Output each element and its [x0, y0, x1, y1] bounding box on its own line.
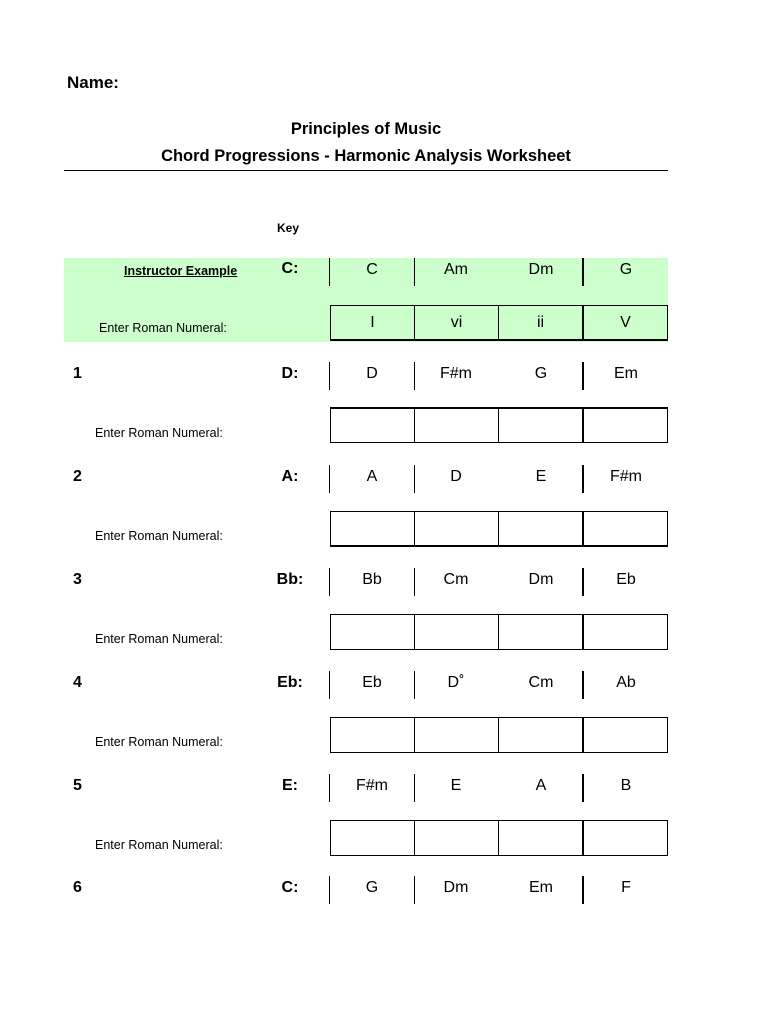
exercise-key: D:	[281, 365, 299, 382]
answer-row	[330, 614, 668, 650]
chord: F	[621, 879, 631, 896]
answer-input-cell[interactable]	[499, 615, 584, 649]
answer-input-cell[interactable]	[499, 718, 584, 752]
exercise-key: Eb:	[277, 674, 303, 691]
answer-input-cell[interactable]	[415, 409, 499, 442]
example-key: C:	[281, 260, 299, 277]
answer-input-cell[interactable]	[415, 512, 499, 545]
exercise-key: C:	[281, 879, 299, 896]
example-chord-4: G	[619, 261, 633, 278]
answer-input-cell[interactable]	[331, 615, 415, 649]
exercise-number: 4	[73, 674, 82, 691]
chord: A	[535, 777, 547, 794]
roman-numeral-label: Enter Roman Numeral:	[95, 632, 223, 646]
chord: E	[535, 468, 547, 485]
exercise-key: A:	[281, 468, 299, 485]
name-label: Name:	[67, 73, 119, 92]
roman-numeral-label: Enter Roman Numeral:	[95, 838, 223, 852]
chord: F#m	[440, 365, 472, 382]
worksheet-title: Chord Progressions - Harmonic Analysis Worksheet	[161, 147, 571, 165]
answer-input-cell[interactable]	[584, 718, 667, 752]
example-answer-4: V	[620, 313, 631, 331]
course-title: Principles of Music	[290, 120, 442, 138]
chord: Em	[614, 365, 638, 382]
example-chord-1: C	[366, 261, 378, 278]
chord: Bb	[362, 571, 382, 588]
chord: F#m	[356, 777, 388, 794]
exercise-number: 5	[73, 777, 82, 794]
chord: Eb	[362, 674, 382, 691]
example-answer-2: vi	[415, 306, 499, 339]
chord: G	[534, 365, 548, 382]
example-answer-1: I	[331, 306, 415, 339]
answer-input-cell[interactable]	[584, 409, 667, 442]
answer-row	[330, 511, 668, 547]
example-answer-row	[330, 305, 668, 341]
exercise-key: E:	[282, 777, 298, 794]
chord: Ab	[616, 674, 636, 691]
chord: D	[450, 468, 462, 485]
exercise-number: 3	[73, 571, 82, 588]
roman-numeral-label: Enter Roman Numeral:	[95, 735, 223, 749]
answer-input-cell[interactable]	[499, 512, 584, 545]
chord: D˚	[447, 674, 465, 691]
example-answer-3: ii	[499, 306, 584, 339]
answer-input-cell[interactable]	[415, 718, 499, 752]
roman-numeral-label: Enter Roman Numeral:	[95, 529, 223, 543]
chord: Dm	[443, 879, 469, 896]
chord: F#m	[610, 468, 642, 485]
chord: G	[365, 879, 379, 896]
answer-row	[330, 407, 668, 443]
exercise-number: 1	[73, 365, 82, 382]
answer-input-cell[interactable]	[499, 409, 584, 442]
key-column-header: Key	[277, 221, 300, 235]
instructor-example-label: Instructor Example	[124, 264, 238, 278]
exercise-number: 6	[73, 879, 82, 896]
exercise-number: 2	[73, 468, 82, 485]
answer-row	[330, 717, 668, 753]
answer-input-cell[interactable]	[584, 512, 667, 545]
chord: B	[620, 777, 632, 794]
answer-input-cell[interactable]	[499, 821, 584, 855]
answer-input-cell[interactable]	[415, 821, 499, 855]
chord: Eb	[616, 571, 636, 588]
answer-row	[330, 820, 668, 856]
example-chord-2: Am	[444, 261, 468, 278]
answer-input-cell[interactable]	[331, 512, 415, 545]
roman-numeral-label: Enter Roman Numeral:	[95, 426, 223, 440]
chord: E	[450, 777, 462, 794]
example-chord-3: Dm	[528, 261, 554, 278]
chord: Cm	[528, 674, 554, 691]
answer-input-cell[interactable]	[331, 409, 415, 442]
chord: D	[366, 365, 378, 382]
chord: Dm	[528, 571, 554, 588]
answer-input-cell[interactable]	[584, 615, 667, 649]
chord: A	[366, 468, 378, 485]
chord: Em	[529, 879, 553, 896]
answer-input-cell[interactable]	[331, 718, 415, 752]
answer-input-cell[interactable]	[331, 821, 415, 855]
title-divider	[64, 170, 668, 171]
answer-input-cell[interactable]	[584, 821, 667, 855]
chord: Cm	[443, 571, 469, 588]
answer-input-cell[interactable]	[415, 615, 499, 649]
exercise-key: Bb:	[276, 571, 304, 588]
roman-numeral-label: Enter Roman Numeral:	[99, 321, 227, 335]
